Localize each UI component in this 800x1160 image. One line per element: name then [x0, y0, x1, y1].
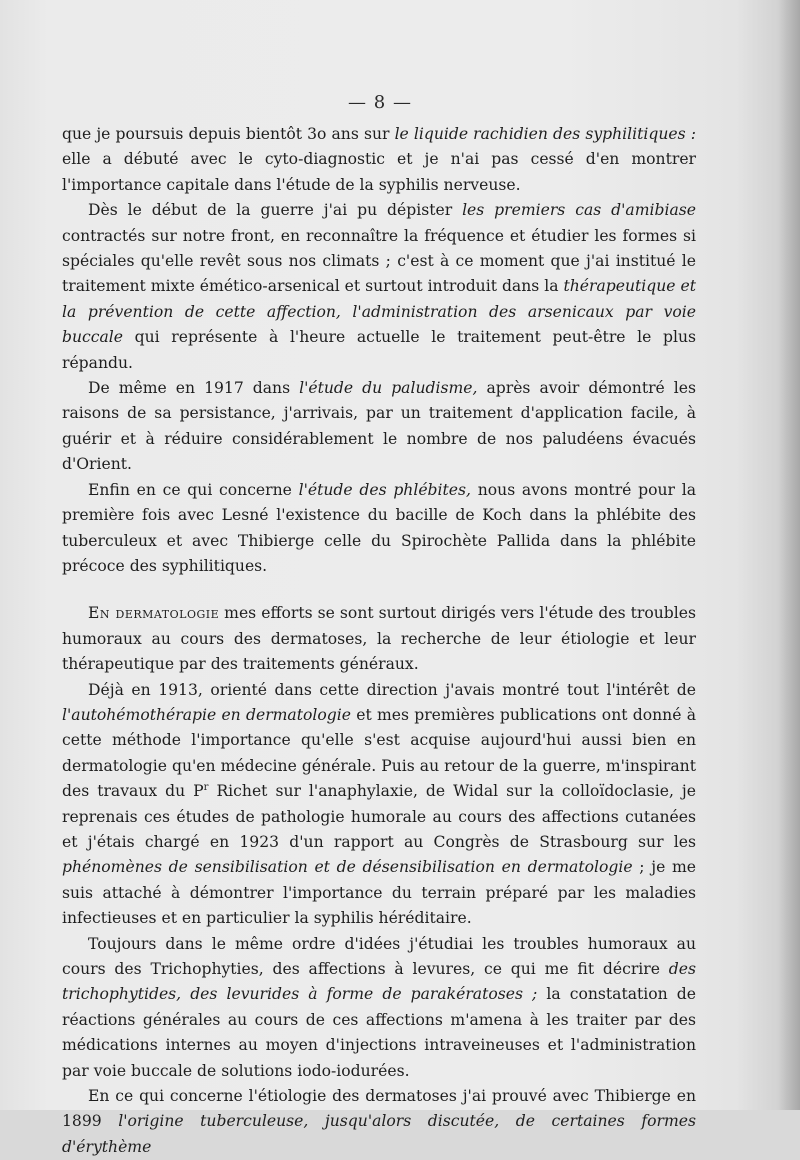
text-run: contractés sur notre front, en reconnaître la fréquence et étudier les formes si spéciales qu'elle revêt sous nos climats ; c'est à ce moment que j'ai institué le traitement mixte émético-arsenical et surtout introduit dans la [62, 226, 696, 296]
text-run: que je poursuis depuis bientôt 3o ans sur [62, 125, 395, 143]
paragraph-etiologie [62, 1084, 696, 1160]
text-run: Richet sur l'anaphylaxie, de Widal sur la colloïdoclasie, je reprenais ces études de pathologie humorale au cours des affections cutanées et j'étais chargé en 1923 d'un rapport au Congrès de Strasbourg sur les [62, 782, 696, 851]
italic-run: le liquide rachidien des syphilitiques : [394, 125, 696, 143]
italic-run: l'origine tuberculeuse, jusqu'alors discutée, de certaines formes d'érythème [62, 1112, 696, 1156]
paragraph-dermatologie [62, 601, 696, 677]
section-heading: En dermatologie [88, 604, 220, 623]
text-run: la constatation de réactions générales au cours de ces affections m'amena à les traiter par des médications internes au moyen d'injections intraveineuses et l'administration par voie buccale de solutions iodo-iodurées. [62, 985, 696, 1080]
paragraph-trichophyties [62, 932, 696, 1084]
paragraph-amibiase [62, 198, 696, 376]
text-run: mes efforts se sont surtout dirigés vers l'étude des troubles humoraux au cours des dermatoses, la recherche de leur étiologie et leur thérapeutique par des traitements généraux. [62, 604, 696, 674]
text-run: qui représente à l'heure actuelle le traitement peut-être le plus répandu. [62, 328, 696, 372]
italic-run: l'étude du paludisme, [299, 379, 478, 398]
italic-run: phénomènes de sensibilisation et de désensibilisation en dermatologie [62, 858, 633, 877]
italic-run: l'étude des phlébites, [298, 480, 471, 499]
italic-run: l'autohémothérapie en dermatologie [62, 705, 351, 724]
italic-run: thérapeutique et la prévention de cette affection, l'administration des arsenicaux par voie buccale [62, 277, 696, 347]
paragraph-autohemotherapie [62, 678, 696, 932]
italic-run: les premiers cas d'amibiase [462, 201, 696, 220]
page-number: — 8 — [348, 92, 412, 113]
text-run: et mes premières publications ont donné à cette méthode l'importance qu'elle s'est acquise aujourd'hui aussi bien en dermatologie qu'en médecine générale. Puis au retour de la guerre, m'inspirant des travaux du P [62, 705, 696, 801]
text-run: Toujours dans le même ordre d'idées j'étudiai les troubles humoraux au cours des Trichophyties, des affections à levures, ce qui me fit décrire [62, 934, 696, 978]
text-run: Enfin en ce qui concerne [88, 480, 299, 499]
italic-run: des trichophytides, des levurides à forme de parakératoses ; [62, 960, 696, 1004]
text-run: après avoir démontré les raisons de sa persistance, j'arrivais, par un traitement d'application facile, à guérir et à réduire considérablement le nombre de nos paludéens évacués d'Orient. [62, 379, 697, 474]
body-text [62, 122, 696, 1160]
text-run: nous avons montré pour la première fois avec Lesné l'existence du bacille de Koch dans la phlébite des tuberculeux et avec Thibierge celle du Spirochète Pallida dans la phlébite précoce des syphilitiques. [62, 480, 696, 575]
text-run: En ce qui concerne l'étiologie des dermatoses j'ai prouvé avec Thibierge en 1899 [62, 1087, 696, 1131]
text-run: ; je me suis attaché à démontrer l'importance du terrain préparé par les maladies infectieuses et en particulier la syphilis héréditaire. [62, 858, 697, 928]
paragraph-rachidien [62, 122, 696, 198]
paragraph-paludisme [62, 376, 696, 478]
text-run: Dès le début de la guerre j'ai pu dépister [88, 201, 463, 220]
paragraph-phlebites [62, 478, 696, 580]
superscript: r [203, 781, 209, 793]
text-run: De même en 1917 dans [88, 379, 300, 398]
text-run: elle a débuté avec le cyto-diagnostic et je n'ai pas cessé d'en montrer l'importance capitale dans l'étude de la syphilis nerveuse. [62, 150, 696, 194]
text-run: Déjà en 1913, orienté dans cette direction j'avais montré tout l'intérêt de [88, 680, 696, 699]
